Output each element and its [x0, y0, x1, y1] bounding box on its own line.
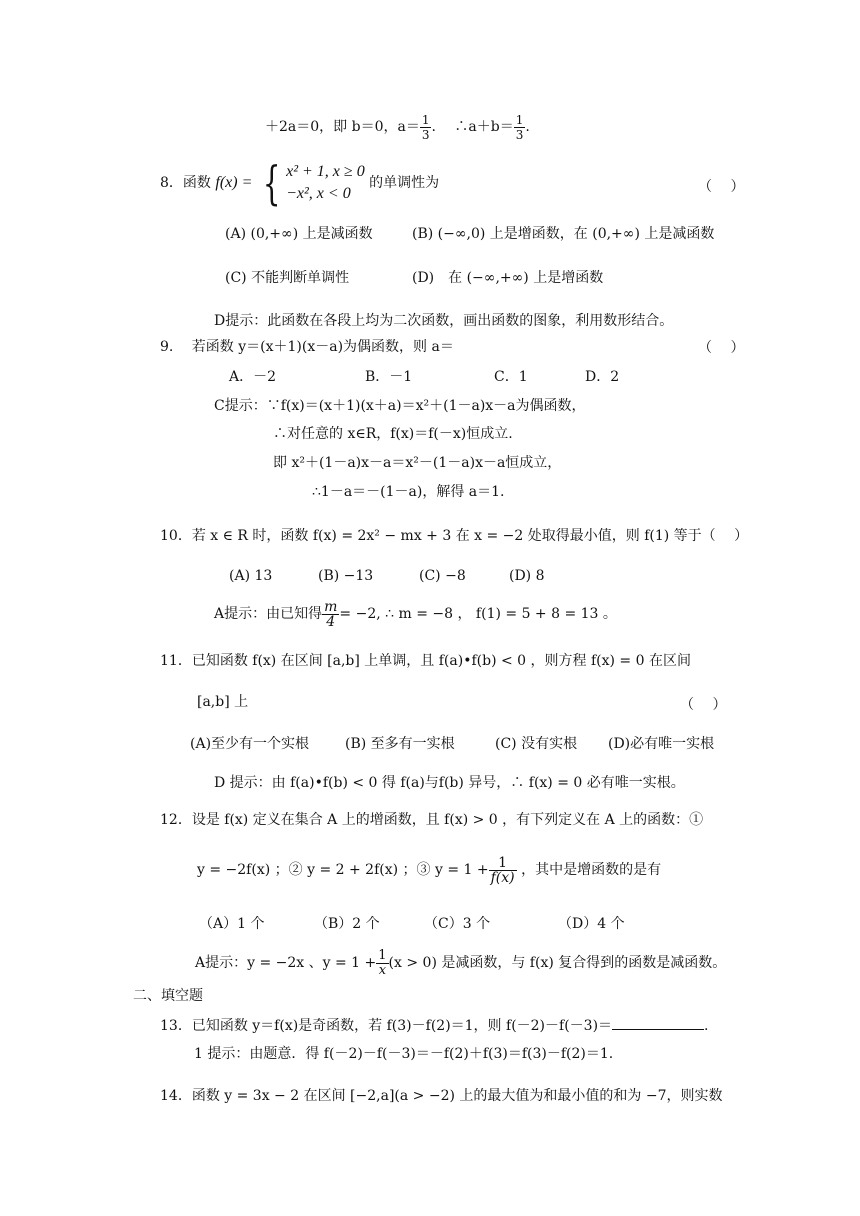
hint: [214, 598, 617, 630]
solution-line-top: [265, 112, 530, 142]
question-14-stem: 14．函数 y = 3x − 2 在区间 [−2,a](a > −2) 上的最大值为和最小值的和为 −7，则实数: [160, 1088, 723, 1104]
piecewise-function: [257, 158, 365, 208]
function-label: f(x) =: [215, 174, 253, 191]
question-11-stem-cont: [a,b] 上: [197, 694, 249, 710]
text: y = −2f(x) ；② y = 2 + 2f(x) ；③: [197, 862, 431, 878]
option-a: (A) 13: [229, 568, 273, 584]
option-a: (A)至少有一个实根: [190, 736, 310, 752]
question-12-stem: 12．设是 f(x) 定义在集合 A 上的增函数，且 f(x) > 0 ，有下列定义在 A 上的函数：①: [160, 812, 704, 828]
answer-bracket: （ ）: [680, 697, 727, 713]
option-c: C．1: [494, 369, 528, 385]
case-2: −x², x < 0: [286, 185, 351, 202]
text: a＝: [397, 119, 420, 135]
hint: D提示：此函数在各段上均为二次函数，画出函数的图象，利用数形结合。: [214, 313, 674, 329]
text: = −2, ∴ m = −8 ， f(1) = 5 + 8 = 13 。: [339, 606, 617, 622]
text: 的单调性为: [369, 175, 440, 191]
numerator: 1: [489, 856, 517, 871]
denominator: 4: [326, 613, 336, 630]
option-a: A．－2: [229, 369, 277, 385]
fraction: [489, 856, 517, 885]
text: .: [704, 1018, 709, 1034]
question-9-stem: 9. 若函数 y＝(x＋1)(x－a)为偶函数，则 a＝: [160, 339, 454, 355]
option-c: (C) 不能判断单调性: [225, 270, 350, 286]
fraction: [322, 600, 339, 629]
numerator: 1: [421, 112, 430, 127]
denominator: 3: [421, 127, 430, 142]
option-d: （D）4 个: [558, 916, 625, 932]
hint: 1 提示：由题意．得 f(－2)－f(－3)＝－f(2)＋f(3)＝f(3)－f(2)＝1.: [194, 1046, 614, 1062]
fraction: [514, 113, 526, 142]
option-d: D．2: [585, 369, 620, 385]
option-a: (A) (0,+∞) 上是减函数: [225, 226, 373, 242]
option-c: （C）3 个: [424, 916, 491, 932]
option-a: （A）1 个: [199, 916, 265, 932]
denominator: f(x): [490, 869, 515, 886]
text: . ∴a＋b＝: [431, 119, 514, 135]
hint: ∴1－a＝－(1－a)，解得 a＝1.: [312, 484, 505, 500]
option-b: （B）2 个: [314, 916, 380, 932]
text: (x > 0) 是减函数，与 f(x) 复合得到的函数是减函数。: [388, 955, 727, 971]
text: ，其中是增函数的是有: [521, 862, 662, 878]
text: 13．已知函数 y＝f(x)是奇函数，若 f(3)－f(2)＝1，则 f(－2)－f(－3)＝: [160, 1018, 613, 1034]
option-d: (D)必有唯一实根: [608, 736, 715, 752]
fraction: [376, 949, 388, 978]
question-12-stem-cont: [197, 848, 661, 892]
option-d: (D) 在 (−∞,+∞) 上是增函数: [412, 270, 604, 286]
option-b: (B) 至多有一实根: [345, 736, 455, 752]
hint: 即 x²＋(1－a)x－a＝x²－(1－a)x－a恒成立，: [273, 455, 562, 471]
text: .: [525, 119, 530, 135]
hint: ∴对任意的 x∈R，f(x)＝f(－x)恒成立.: [273, 426, 513, 442]
fraction: [420, 113, 432, 142]
option-b: (B) (−∞,0) 上是增函数，在 (0,+∞) 上是减函数: [412, 226, 715, 242]
piecewise-cases: [286, 161, 365, 205]
answer-bracket: （ ）: [698, 179, 745, 195]
question-13-stem: [160, 1015, 709, 1036]
text: y = 1 +: [434, 862, 489, 878]
answer-bracket: （ ）: [698, 340, 745, 356]
numerator: m: [324, 598, 338, 615]
hint: C提示：∵f(x)＝(x＋1)(x＋a)＝x²＋(1－a)x－a为偶函数，: [214, 398, 586, 414]
option-b: B．－1: [365, 369, 413, 385]
question-11-stem: 11．已知函数 f(x) 在区间 [a,b] 上单调，且 f(a)•f(b) < 0 ，则方程 f(x) = 0 在区间: [160, 653, 691, 669]
denominator: 3: [515, 127, 524, 142]
text: ＋2a＝0，即 b＝0，: [265, 119, 398, 135]
question-8-stem: [160, 158, 439, 208]
question-10-stem: 10．若 x ∈ R 时，函数 f(x) = 2x² − mx + 3 在 x = −2 处取得最小值，则 f(1) 等于（ ）: [160, 528, 749, 544]
text: A提示：y = −2x 、y = 1 +: [195, 955, 377, 971]
option-b: (B) −13: [318, 568, 374, 584]
section-heading: 二、填空题: [133, 988, 203, 1004]
option-c: (C) 没有实根: [495, 736, 578, 752]
brace-symbol: {: [262, 156, 281, 210]
hint: D 提示：由 f(a)•f(b) < 0 得 f(a)与f(b) 异号，∴ f(x) = 0 必有唯一实根。: [214, 775, 685, 791]
denominator: x: [378, 962, 387, 978]
numerator: 1: [378, 947, 387, 963]
case-1: x² + 1, x ≥ 0: [286, 163, 365, 180]
answer-blank[interactable]: [612, 1015, 704, 1030]
hint: [195, 945, 726, 981]
numerator: 1: [515, 112, 524, 127]
text: A提示：由已知得: [214, 606, 323, 622]
option-c: (C) −8: [419, 568, 466, 584]
option-d: (D) 8: [509, 568, 545, 584]
question-number: 8．函数: [160, 175, 211, 191]
